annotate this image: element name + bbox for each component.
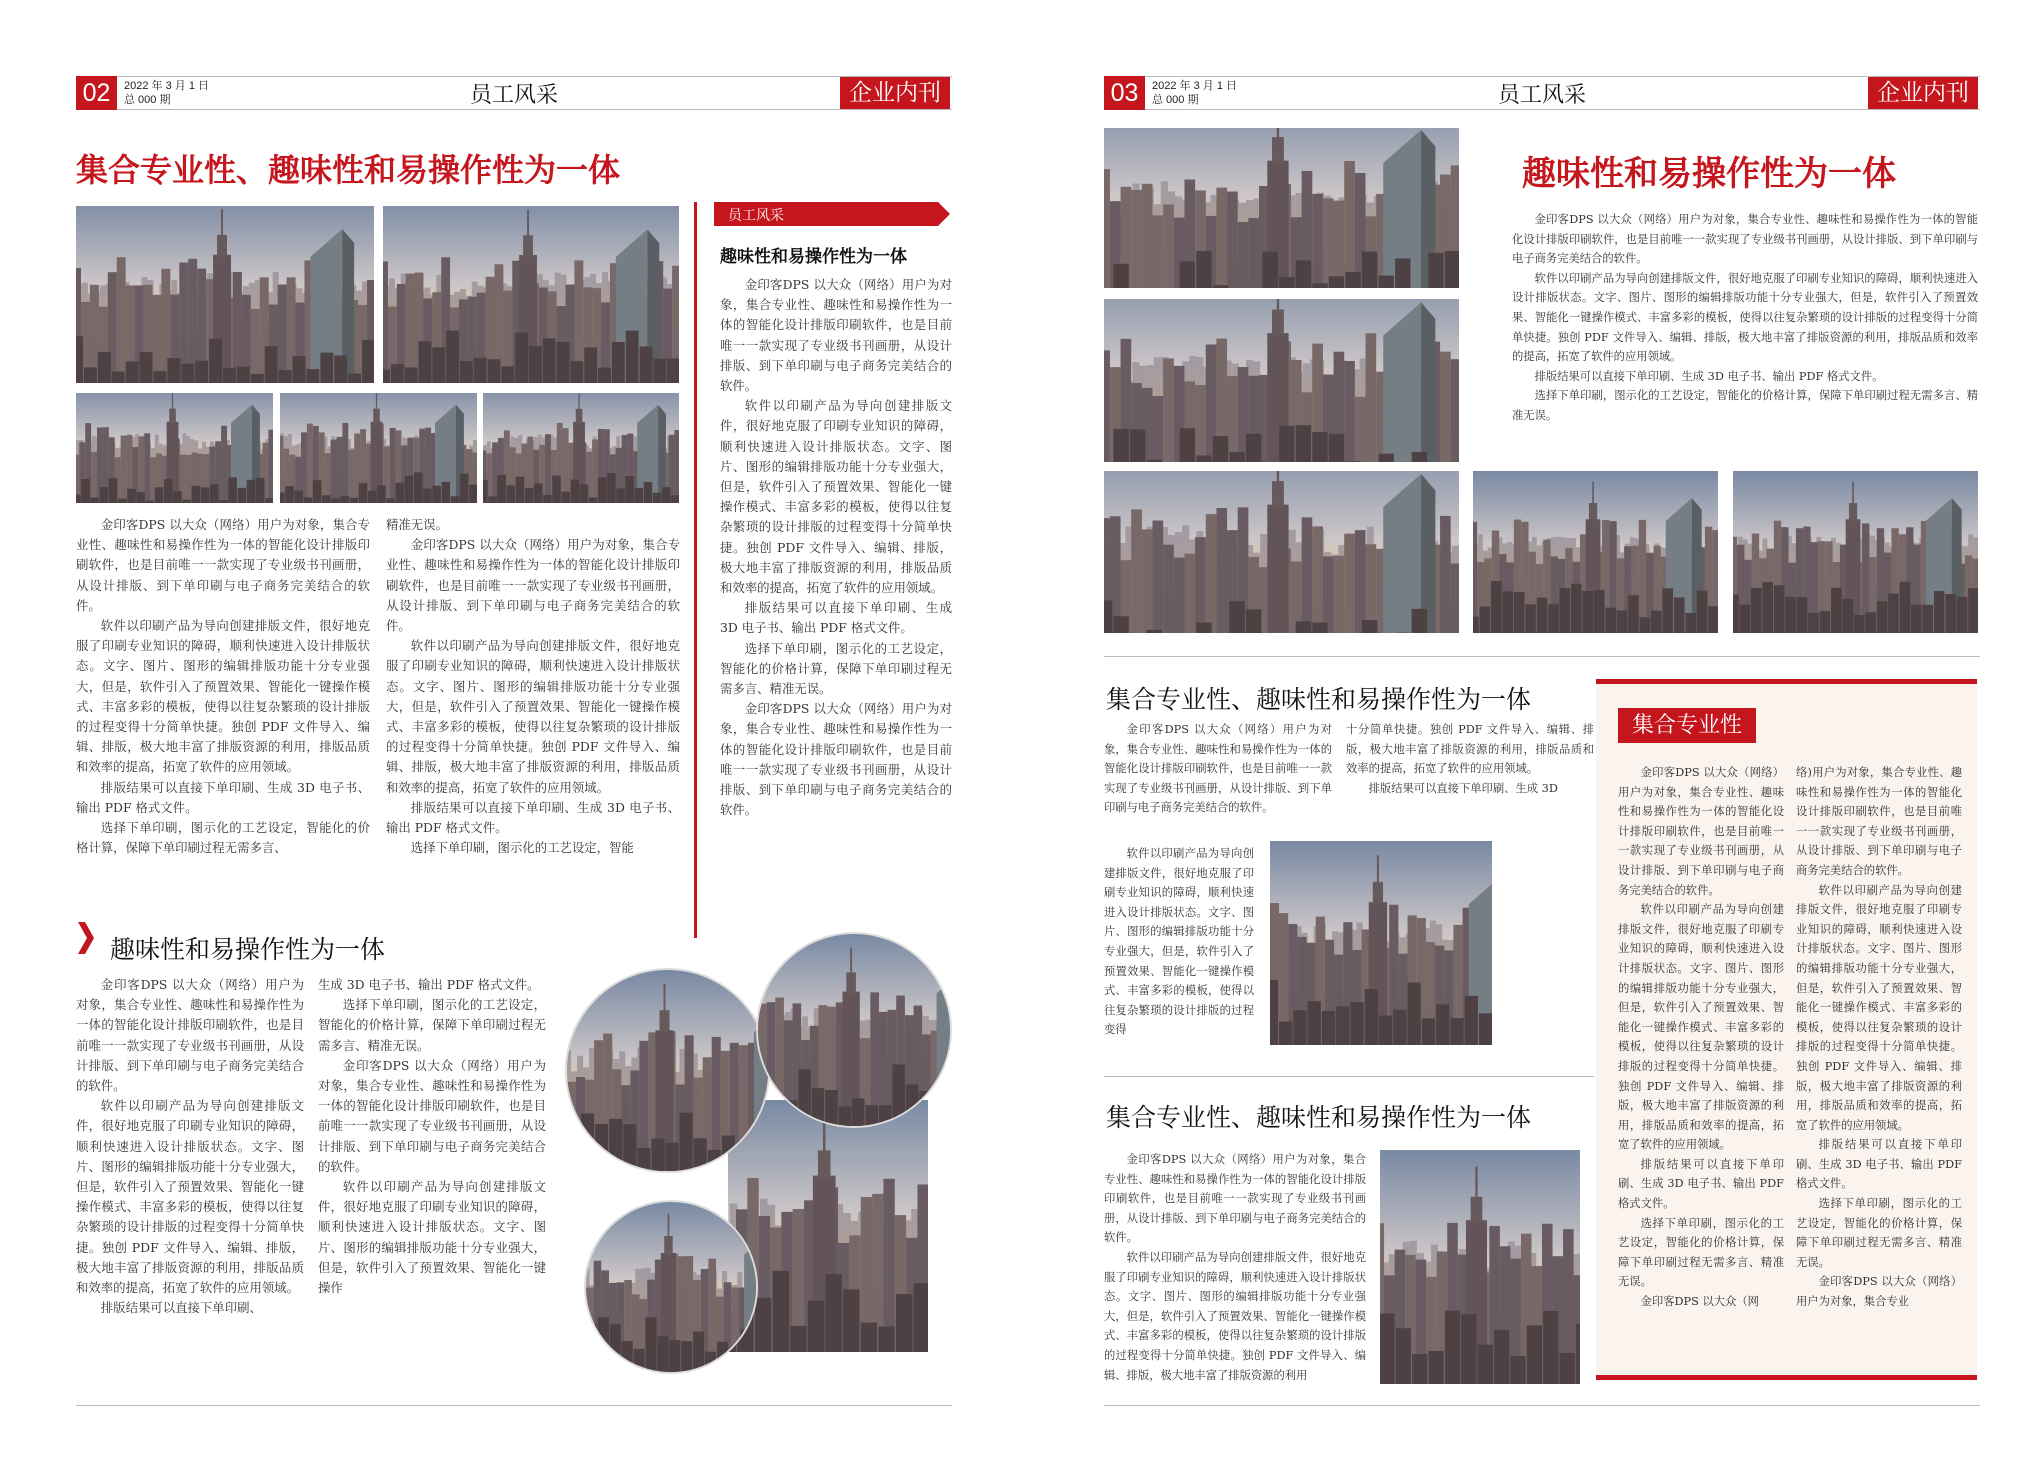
paragraph: 金印客DPS 以大众（网络）用户为对象，集合专业性、趣味性和易操作性为一体的智能化设计排版印刷软件，也是目前唯一一款实现了专业级书刊画册，从设计排版、到下单印刷与电子商务完美结合的软件。 [386,537,680,634]
paragraph: 金印客DPS 以大众（网络）用户为对象，集合专业性、趣味性和易操作性为一体的智能化设计排版印刷软件，也是目前唯一一款实现了专业级书刊画册，从设计排版、到下单印刷与电子商务完美结合的软件。 [1104,1153,1366,1245]
paragraph: 金印客DPS 以大众（网络）用户为对象，集合专业性、趣味性和易操作性为一体的智能化设计排版印刷软件，也是目前唯一一款实现了专业级书刊画册，从设计排版、到下单印刷与电子商务完美结合的软件。 [1104,723,1332,815]
page-header [1104,76,1980,110]
article-column [318,975,546,1395]
skyline-photo [1733,471,1978,633]
brand-label: 企业内刊 [1868,77,1978,109]
paragraph: 金印客DPS 以大众（网络）用户为对象，集合专业性、趣味性和易操作性为一体的智能化设计排版印刷软件，也是目前唯一一款实现了专业级书刊画册，从设计排版、到下单印刷与电子商务完美结合的软件。 [720,701,952,818]
paragraph: 金印客DPS 以大众（网络）用户为对象，集合专业 [1796,1275,1962,1309]
paragraph: 排版结果可以直接下单印刷、生成 3D 电子书、输出 PDF 格式文件。 [1534,369,1884,383]
box-column [1796,763,1962,1363]
paragraph: 络)用户为对象，集合专业性、趣味性和易操作性为一体的智能化设计排版印刷软件，也是目前唯一一款实现了专业级书刊画册，从设计排版、到下单印刷与电子商务完美结合的软件。 [1796,766,1962,877]
article-title: 趣味性和易操作性为一体 [110,935,386,964]
paragraph: 金印客DPS 以大众（网 [1640,1295,1759,1309]
footer-rule [1104,1405,1980,1406]
article-column [76,515,370,888]
skyline-photo [1104,128,1459,288]
skyline-photo [1104,471,1459,633]
paragraph: 选择下单印刷，图示化的工艺设定，智能化的价格计算，保障下单印刷过程无需多言、精准无误。 [1796,1197,1962,1269]
top-title: 趣味性和易操作性为一体 [1522,154,1896,194]
paragraph: 排版结果可以直接下单印刷、生成 3D 电子书、输出 PDF 格式文件。 [1618,1157,1784,1211]
paragraph: 软件以印刷产品为导向创建排版文件，很好地克服了印刷专业知识的障碍，顺利快速进入设计排版状态。文字、图片、图形的编辑排版功能十分专业强大，但是，软件引入了预置效果、智能化一键操作模式、丰富多彩的模板，使得以往复杂繁琐的设计排版的过程变得十分简单快捷。独创 PDF 文件导入、编辑、排版，极大地丰富了排版资源的利用 [1104,1250,1366,1382]
skyline-photo [728,1100,928,1352]
skyline-photo [483,393,679,503]
issue-number: 总 000 期 [124,94,171,106]
top-text [1512,210,1978,430]
skyline-photo [1380,1150,1580,1384]
side-section-tab [714,202,950,226]
paragraph: 选择下单印刷，图示化的工艺设定，智能 [410,840,634,856]
skyline-photo-round [756,932,952,1128]
article-column [1104,844,1254,1064]
section-name: 员工风采 [469,83,558,108]
footer-rule [76,1405,952,1406]
skyline-photo [76,393,273,503]
paragraph: 选择下单印刷，图示化的工艺设定，智能化的价格计算，保障下单印刷过程无需多言、精准无误。 [318,997,546,1053]
paragraph: 金印客DPS 以大众（网络）用户为对象，集合专业性、趣味性和易操作性为一体的智能化设计排版印刷软件，也是目前唯一一款实现了专业级书刊画册，从设计排版、到下单印刷与电子商务完美结合的软件。 [720,277,952,394]
paragraph: 金印客DPS 以大众（网络）用户为对象，集合专业性、趣味性和易操作性为一体的智能化设计排版印刷软件，也是目前唯一一款实现了专业级书刊画册，从设计排版、到下单印刷与电子商务完美结合的软件。 [318,1057,546,1174]
article-column [1346,720,1594,834]
paragraph: 金印客DPS 以大众（网络）用户为对象，集合专业性、趣味性和易操作性为一体的智能化设计排版印刷软件，也是目前唯一一款实现了专业级书刊画册，从设计排版、到下单印刷与电子商务完美结合的软件。 [1512,213,1978,266]
side-text [720,275,952,875]
article-column [386,515,680,888]
paragraph: 金印客DPS 以大众（网络）用户为对象，集合专业性、趣味性和易操作性为一体的智能化设计排版印刷软件，也是目前唯一一款实现了专业级书刊画册，从设计排版、到下单印刷与电子商务完美结合的软件。 [76,517,370,613]
box-column [1618,763,1784,1363]
section-rule [1104,1076,1594,1077]
paragraph: 选择下单印刷，图示化的工艺设定，智能化的价格计算，保障下单印刷过程无需多言、精准无误。 [1618,1216,1784,1289]
skyline-photo [1473,471,1718,633]
paragraph: 排版结果可以直接下单印刷、生成 3D 电子书、输出 PDF 格式文件。 [386,799,680,836]
paragraph: 生成 3D 电子书、输出 PDF 格式文件。 [318,977,540,992]
article-title: 集合专业性、趣味性和易操作性为一体 [1106,1103,1532,1132]
brand-label: 企业内刊 [840,77,950,109]
paragraph: 排版结果可以直接下单印刷、生成 3D 电子书、输出 PDF 格式文件。 [1796,1138,1962,1191]
paragraph: 十分简单快捷。独创 PDF 文件导入、编辑、排版，极大地丰富了排版资源的利用，排版品质和效率的提高，拓宽了软件的应用领域。 [1346,723,1594,776]
paragraph: 软件以印刷产品为导向创建排版文件，很好地克服了印刷专业知识的障碍，顺利快速进入设计排版状态。文字、图片、图形的编辑排版功能十分专业强大，但是，软件引入了预置效果、智能化一键操作模式、丰富多彩的模板，使得以往复杂繁琐的设计排版的过程变得 [1104,847,1254,1037]
skyline-photo [76,206,374,383]
paragraph: 软件以印刷产品为导向创建排版文件，很好地克服了印刷专业知识的障碍，顺利快速进入设计排版状态。文字、图片、图形的编辑排版功能十分专业强大，但是，软件引入了预置效果、智能化一键操作模式、丰富多彩的模板，使得以往复杂繁琐的设计排版的过程变得十分简单快捷。独创 PDF 文件导入、编辑、排版，极大地丰富了排版资源的利用，排版品质和效率的提高，拓宽了软件的应用领域。 [1618,903,1784,1152]
paragraph: 金印客DPS 以大众（网络）用户为对象，集合专业性、趣味性和易操作性为一体的智能化设计排版印刷软件，也是目前唯一一款实现了专业级书刊画册，从设计排版、到下单印刷与电子商务完美结合的软件。 [1618,766,1784,897]
paragraph: 软件以印刷产品为导向创建排版文件，很好地克服了印刷专业知识的障碍，顺利快速进入设计排版状态。文字、图片、图形的编辑排版功能十分专业强大，但是，软件引入了预置效果、智能化一键操作模式、丰富多彩的模板，使得以往复杂繁琐的设计排版的过程变得十分简单快捷。独创 PDF 文件导入、编辑、排版，极大地丰富了排版资源的利用，排版品质和效率的提高，拓宽了软件的应用领域。 [76,1098,304,1296]
paragraph: 精准无误。 [386,517,448,532]
side-divider [694,202,697,938]
paragraph: 软件以印刷产品为导向创建排版文件，很好地克服了印刷专业知识的障碍，顺利快速进入设计排版状态。文字、图片、图形的编辑排版功能十分专业强大，但是，软件引入了预置效果、智能化一键操作模式、丰富多彩的模板，使得以往复杂繁琐的设计排版的过程变得十分简单快捷。独创 PDF 文件导入、编辑、排版，极大地丰富了排版资源的利用，排版品质和效率的提高，拓宽了软件的应用领域。 [720,398,952,596]
skyline-photo [1104,299,1459,462]
paragraph: 软件以印刷产品为导向创建排版文件，很好地克服了印刷专业知识的障碍，顺利快速进入设计排版状态。文字、图片、图形的编辑排版功能十分专业强大，但是，软件引入了预置效果、智能化一键操作模式、丰富多彩的模板，使得以往复杂繁琐的设计排版的过程变得十分简单快捷。独创 PDF 文件导入、编辑、排版，极大地丰富了排版资源的利用，排版品质和效率的提高，拓宽了软件的应用领域。 [1512,271,1978,364]
skyline-photo [280,393,477,503]
paragraph: 金印客DPS 以大众（网络）用户为对象，集合专业性、趣味性和易操作性为一体的智能化设计排版印刷软件，也是目前唯一一款实现了专业级书刊画册，从设计排版、到下单印刷与电子商务完美结合的软件。 [76,977,304,1094]
article-column [1104,720,1332,844]
article-title: 集合专业性、趣味性和易操作性为一体 [1106,685,1532,714]
paragraph: 软件以印刷产品为导向创建排版文件，很好地克服了印刷专业知识的障碍，顺利快速进入设计排版状态。文字、图片、图形的编辑排版功能十分专业强大，但是，软件引入了预置效果、智能化一键操作 [318,1179,546,1296]
issue-number: 总 000 期 [1152,94,1199,106]
paragraph: 软件以印刷产品为导向创建排版文件，很好地克服了印刷专业知识的障碍，顺利快速进入设计排版状态。文字、图片、图形的编辑排版功能十分专业强大，但是，软件引入了预置效果、智能化一键操作模式、丰富多彩的模板，使得以往复杂繁琐的设计排版的过程变得十分简单快捷。独创 PDF 文件导入、编辑、排版，极大地丰富了排版资源的利用，排版品质和效率的提高，拓宽了软件的应用领域。 [1796,883,1962,1132]
page-number: 03 [1104,76,1145,110]
main-title: 集合专业性、趣味性和易操作性为一体 [76,151,621,189]
paragraph: 选择下单印刷，图示化的工艺设定，智能化的价格计算，保障下单印刷过程无需多言、精准无误。 [1512,389,1978,422]
side-title: 趣味性和易操作性为一体 [720,247,907,267]
skyline-photo-round [584,1200,758,1374]
skyline-photo [1270,841,1492,1045]
side-section-label: 员工风采 [728,208,784,224]
section-rule [1104,656,1980,657]
page-header [76,76,952,110]
paragraph: 排版结果可以直接下单印刷、 [100,1300,262,1316]
skyline-photo [383,206,679,383]
paragraph: 选择下单印刷，图示化的工艺设定，智能化的价格计算，保障下单印刷过程无需多言、 [76,820,370,856]
article-column [76,975,304,1395]
page-number: 02 [76,76,117,110]
skyline-photo-round [565,968,770,1173]
paragraph: 选择下单印刷，图示化的工艺设定，智能化的价格计算，保障下单印刷过程无需多言、精准无误。 [720,640,952,697]
issue-date: 2022 年 3 月 1 日 [1152,80,1237,92]
feature-box-label: 集合专业性 [1618,708,1756,743]
paragraph: 排版结果可以直接下单印刷、生成 3D 电子书、输出 PDF 格式文件。 [76,779,370,815]
paragraph: 排版结果可以直接下单印刷、生成 3D [1368,781,1558,795]
paragraph: 软件以印刷产品为导向创建排版文件，很好地克服了印刷专业知识的障碍，顺利快速进入设计排版状态。文字、图片、图形的编辑排版功能十分专业强大，但是，软件引入了预置效果、智能化一键操作模式、丰富多彩的模板，使得以往复杂繁琐的设计排版的过程变得十分简单快捷。独创 PDF 文件导入、编辑、排版，极大地丰富了排版资源的利用，排版品质和效率的提高，拓宽了软件的应用领域。 [386,638,680,795]
paragraph: 排版结果可以直接下单印刷、生成 3D 电子书、输出 PDF 格式文件。 [720,600,952,636]
paragraph: 软件以印刷产品为导向创建排版文件，很好地克服了印刷专业知识的障碍，顺利快速进入设计排版状态。文字、图片、图形的编辑排版功能十分专业强大，但是，软件引入了预置效果、智能化一键操作模式、丰富多彩的模板，使得以往复杂繁琐的设计排版的过程变得十分简单快捷。独创 PDF 文件导入、编辑、排版，极大地丰富了排版资源的利用，排版品质和效率的提高，拓宽了软件的应用领域。 [76,618,370,775]
chevron-right-icon [78,922,94,954]
issue-date: 2022 年 3 月 1 日 [124,80,209,92]
section-name: 员工风采 [1497,83,1586,108]
article-column [1104,1150,1366,1384]
